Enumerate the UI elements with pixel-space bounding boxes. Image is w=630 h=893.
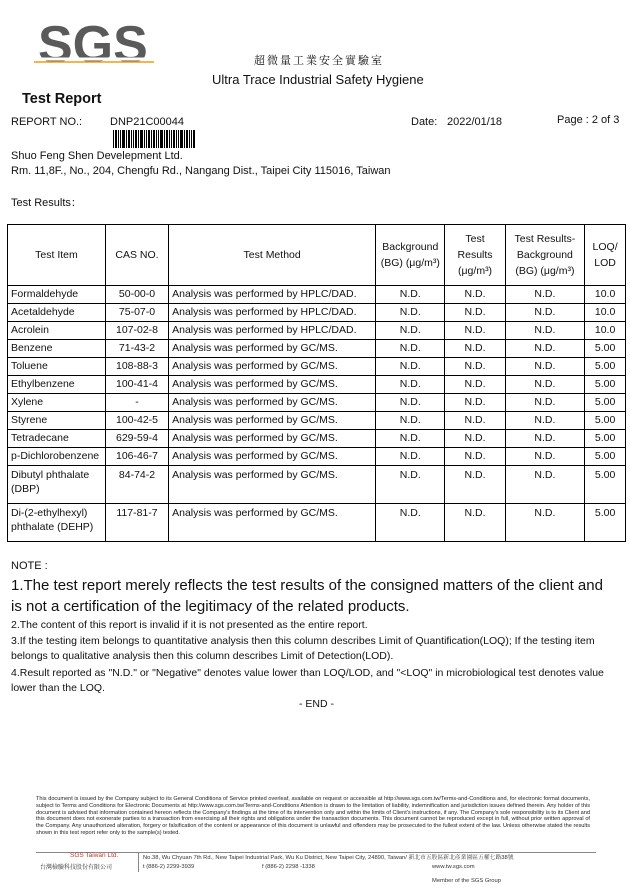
test-results-label: Test Results：	[11, 197, 82, 209]
footer-telephone: t (886-2) 2299-3939	[143, 864, 195, 870]
footer-fax: f (886-2) 2298 -1338	[262, 864, 315, 870]
col-header-results-minus-bg: Test Results-Background (BG) (μg/m³)	[505, 225, 585, 286]
cell-background: N.D.	[376, 322, 445, 340]
cell-method: Analysis was performed by GC/MS.	[169, 358, 376, 376]
cell-result: N.D.	[445, 394, 505, 412]
cell-method: Analysis was performed by GC/MS.	[169, 504, 376, 542]
cell-result-minus-bg: N.D.	[505, 286, 585, 304]
cell-loq: 5.00	[585, 394, 626, 412]
cell-result-minus-bg: N.D.	[505, 430, 585, 448]
cell-cas-no: 50-00-0	[105, 286, 168, 304]
report-date: 2022/01/18	[447, 116, 503, 128]
table-row	[8, 358, 626, 376]
cell-result-minus-bg: N.D.	[505, 340, 585, 358]
cell-cas-no: 84-74-2	[105, 466, 168, 504]
cell-method: Analysis was performed by GC/MS.	[169, 340, 376, 358]
cell-test-item: Styrene	[8, 412, 106, 430]
table-row	[8, 466, 626, 504]
cell-result-minus-bg: N.D.	[505, 448, 585, 466]
table-row	[8, 412, 626, 430]
cell-result: N.D.	[445, 304, 505, 322]
note-3: 3.If the testing item belongs to quantitative analysis then this column describes Limit of Quantification(LOQ); If the testing item belongs to qualitative analysis then this column describes Limit of Detection(LOD).	[11, 635, 595, 662]
cell-loq: 10.0	[585, 322, 626, 340]
table-row	[8, 322, 626, 340]
cell-result: N.D.	[445, 376, 505, 394]
footer-member: Member of the SGS Group	[432, 878, 501, 884]
table-row	[8, 430, 626, 448]
cell-method: Analysis was performed by GC/MS.	[169, 430, 376, 448]
footer-website: www.tw.sgs.com	[432, 864, 475, 870]
end-marker: - END -	[299, 698, 334, 710]
cell-test-item: Benzene	[8, 340, 106, 358]
table-row	[8, 448, 626, 466]
sgs-logo-text: SGS	[38, 18, 148, 70]
cell-background: N.D.	[376, 466, 445, 504]
col-header-background: Background (BG) (μg/m³)	[376, 225, 445, 286]
sgs-logo	[34, 18, 154, 70]
cell-result-minus-bg: N.D.	[505, 504, 585, 542]
cell-cas-no: 108-88-3	[105, 358, 168, 376]
cell-background: N.D.	[376, 376, 445, 394]
cell-background: N.D.	[376, 430, 445, 448]
cell-method: Analysis was performed by HPLC/DAD.	[169, 304, 376, 322]
footer-vertical-divider	[138, 852, 139, 872]
cell-test-item: Acrolein	[8, 322, 106, 340]
cell-method: Analysis was performed by GC/MS.	[169, 466, 376, 504]
cell-test-item: Xylene	[8, 394, 106, 412]
footer-address: No.38, Wu Chyuan 7th Rd., New Taipei Industrial Park, Wu Ku District, New Taipei City, 24890, Taiwan/ 新北市五股區新北產業園區五權七路38號	[143, 855, 514, 861]
footer-company-en: SGS Taiwan Ltd.	[70, 852, 119, 859]
table-row	[8, 376, 626, 394]
cell-background: N.D.	[376, 504, 445, 542]
cell-result: N.D.	[445, 286, 505, 304]
cell-result: N.D.	[445, 358, 505, 376]
cell-test-item: Acetaldehyde	[8, 304, 106, 322]
lab-name-english: Ultra Trace Industrial Safety Hygiene	[212, 72, 424, 87]
cell-loq: 5.00	[585, 504, 626, 542]
col-header-test-method: Test Method	[169, 225, 376, 286]
cell-loq: 5.00	[585, 430, 626, 448]
cell-test-item: Di-(2-ethylhexyl) phthalate (DEHP)	[8, 504, 106, 542]
note-4: 4.Result reported as "N.D." or "Negative" denotes value lower than LOQ/LOD, and "<LOQ" in microbiological test denotes value lower than the LOQ.	[11, 667, 604, 694]
cell-method: Analysis was performed by GC/MS.	[169, 448, 376, 466]
cell-background: N.D.	[376, 286, 445, 304]
cell-background: N.D.	[376, 448, 445, 466]
table-row	[8, 304, 626, 322]
cell-method: Analysis was performed by GC/MS.	[169, 376, 376, 394]
table-header-row	[8, 225, 626, 286]
client-address: Rm. 11,8F., No., 204, Chengfu Rd., Nangang Dist., Taipei City 115016, Taiwan	[11, 165, 391, 177]
cell-result: N.D.	[445, 504, 505, 542]
col-header-cas-no: CAS NO.	[105, 225, 168, 286]
cell-result-minus-bg: N.D.	[505, 412, 585, 430]
cell-loq: 5.00	[585, 466, 626, 504]
report-no-label: REPORT NO.:	[11, 116, 83, 128]
note-2: 2.The content of this report is invalid if it is not presented as the entire report.	[11, 619, 368, 631]
cell-result-minus-bg: N.D.	[505, 322, 585, 340]
table-row	[8, 286, 626, 304]
cell-loq: 5.00	[585, 376, 626, 394]
cell-cas-no: 629-59-4	[105, 430, 168, 448]
cell-result-minus-bg: N.D.	[505, 394, 585, 412]
cell-cas-no: 71-43-2	[105, 340, 168, 358]
cell-result-minus-bg: N.D.	[505, 304, 585, 322]
table-row	[8, 504, 626, 542]
note-heading: NOTE :	[11, 560, 48, 572]
lab-name-chinese: 超微量工業安全實驗室	[254, 54, 384, 67]
cell-result-minus-bg: N.D.	[505, 466, 585, 504]
cell-cas-no: 100-42-5	[105, 412, 168, 430]
barcode	[113, 130, 215, 148]
cell-method: Analysis was performed by HPLC/DAD.	[169, 286, 376, 304]
table-row	[8, 340, 626, 358]
cell-cas-no: 106-46-7	[105, 448, 168, 466]
cell-loq: 5.00	[585, 412, 626, 430]
cell-cas-no: 100-41-4	[105, 376, 168, 394]
cell-result: N.D.	[445, 466, 505, 504]
cell-test-item: Ethylbenzene	[8, 376, 106, 394]
footer-disclaimer: This document is issued by the Company subject to its General Conditions of Service printed overleaf, available on request or accessible at http://www.sgs.com.tw/Terms-and-Conditions and, for electronic format documents, subject to Terms and Conditions for Electronic Documents at http://www.sgs.com.tw/Terms-and-Conditions Attention is drawn to the limitation of liability, indemnification and jurisdiction issues defined therein. Any holder of this document is advised that information contained hereon reflects the Company's findings at the time of its intervention only and within the limits of Client's instructions, if any. The Company's sole responsibility is to its Client and this document does not exonerate parties to a transaction from exercising all their rights and obligations under the transaction documents. This document cannot be reproduced except in full, without prior written approval of the Company. Any unauthorized alteration, forgery or falsification of the content or appearance of this document is unlawful and offenders may be prosecuted to the fullest extent of the law. Unless otherwise stated the results shown in this test report refer only to the sample(s) tested.	[36, 796, 590, 836]
footer-company-cn: 台灣檢驗科技股份有限公司	[40, 865, 113, 871]
cell-background: N.D.	[376, 358, 445, 376]
cell-result: N.D.	[445, 340, 505, 358]
cell-test-item: Dibutyl phthalate (DBP)	[8, 466, 106, 504]
cell-cas-no: 75-07-0	[105, 304, 168, 322]
col-header-test-item: Test Item	[8, 225, 106, 286]
date-label: Date:	[411, 116, 438, 128]
cell-test-item: Tetradecane	[8, 430, 106, 448]
cell-result: N.D.	[445, 430, 505, 448]
cell-cas-no: 107-02-8	[105, 322, 168, 340]
cell-background: N.D.	[376, 304, 445, 322]
page-indicator: Page : 2 of 3	[557, 114, 620, 126]
cell-test-item: Formaldehyde	[8, 286, 106, 304]
cell-method: Analysis was performed by GC/MS.	[169, 412, 376, 430]
report-title: Test Report	[22, 91, 102, 107]
cell-result: N.D.	[445, 448, 505, 466]
cell-loq: 5.00	[585, 340, 626, 358]
cell-background: N.D.	[376, 394, 445, 412]
report-no: DNP21C00044	[110, 116, 184, 128]
cell-test-item: p-Dichlorobenzene	[8, 448, 106, 466]
cell-result: N.D.	[445, 412, 505, 430]
cell-test-item: Toluene	[8, 358, 106, 376]
col-header-loq-lod: LOQ/ LOD	[585, 225, 626, 286]
table-row	[8, 394, 626, 412]
cell-background: N.D.	[376, 412, 445, 430]
cell-method: Analysis was performed by GC/MS.	[169, 394, 376, 412]
cell-loq: 10.0	[585, 304, 626, 322]
cell-cas-no: 117-81-7	[105, 504, 168, 542]
cell-cas-no: -	[105, 394, 168, 412]
cell-result: N.D.	[445, 322, 505, 340]
col-header-test-results: Test Results (μg/m³)	[445, 225, 505, 286]
cell-result-minus-bg: N.D.	[505, 376, 585, 394]
results-table	[7, 224, 626, 542]
cell-background: N.D.	[376, 340, 445, 358]
cell-loq: 5.00	[585, 448, 626, 466]
cell-loq: 10.0	[585, 286, 626, 304]
cell-loq: 5.00	[585, 358, 626, 376]
cell-method: Analysis was performed by HPLC/DAD.	[169, 322, 376, 340]
client-company: Shuo Feng Shen Develepment Ltd.	[11, 150, 183, 162]
note-1: 1.The test report merely reflects the test results of the consigned matters of the client and is not a certification of the legitimacy of the related products.	[11, 577, 603, 615]
cell-result-minus-bg: N.D.	[505, 358, 585, 376]
